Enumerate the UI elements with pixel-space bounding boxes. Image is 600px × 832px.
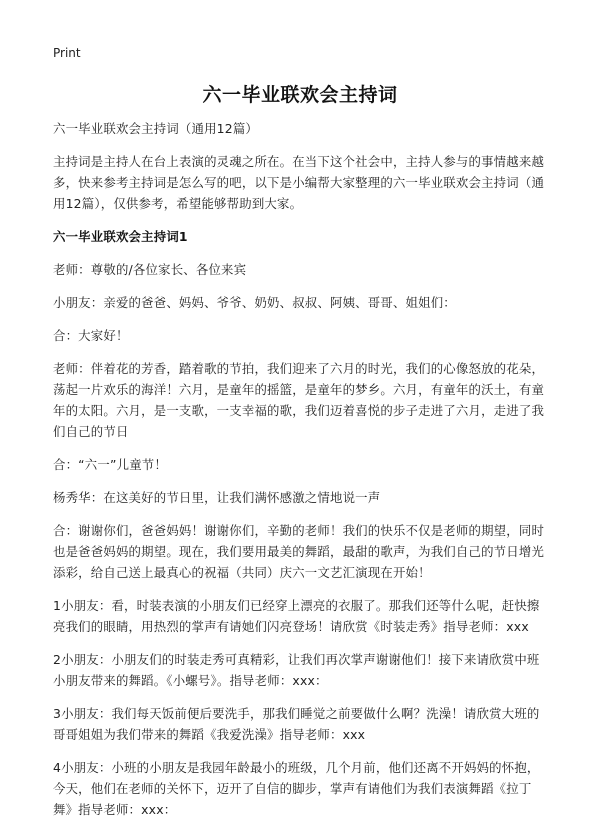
- document-body: [53, 118, 547, 832]
- paragraph: 小朋友：亲爱的爸爸、妈妈、爷爷、奶奶、叔叔、阿姨、哥哥、姐姐们：: [53, 295, 456, 310]
- paragraph: 合：谢谢你们，爸爸妈妈！谢谢你们，辛勤的老师！我们的快乐不仅是老师的期望，同时也是爸爸妈妈的期望。现在，我们要用最美的舞蹈，最甜的歌声，为我们自己的节日增光添彩，给自己送上最真心的祝福（共同）庆六一文艺汇演现在开始！: [53, 523, 545, 580]
- paragraph: 合：大家好！: [53, 328, 129, 343]
- intro-paragraph: 主持词是主持人在台上表演的灵魂之所在。在当下这个社会中，主持人参与的事情越来越多，快来参考主持词是怎么写的吧，以下是小编帮大家整理的六一毕业联欢会主持词（通用12篇），仅供参考，希望能够帮助到大家。: [53, 154, 545, 211]
- paragraph: 杨秀华：在这美好的节日里，让我们满怀感激之情地说一声: [53, 490, 381, 505]
- paragraph: 老师：伴着花的芳香，踏着歌的节拍，我们迎来了六月的时光，我们的心像怒放的花朵，荡起一片欢乐的海洋！六月，是童年的摇篮，是童年的梦乡。六月，有童年的沃土，有童年的太阳。六月，是一支歌，一支幸福的歌，我们迈着喜悦的步子走进了六月，走进了我们自己的节日: [53, 361, 545, 439]
- section-heading: 六一毕业联欢会主持词1: [53, 229, 188, 244]
- paragraph: 合：“六一”儿童节！: [53, 457, 167, 472]
- paragraph: 老师：尊敬的/各位家长、各位来宾: [53, 262, 247, 277]
- paragraph: 2小朋友：小朋友们的时装走秀可真精彩，让我们再次掌声谢谢他们！接下来请欣赏中班小朋友带来的舞蹈。《小螺号》。指导老师：xxx：: [53, 652, 540, 688]
- print-link[interactable]: Print: [53, 46, 81, 60]
- paragraph: 1小朋友：看，时装表演的小朋友们已经穿上漂亮的衣服了。那我们还等什么呢，赶快擦亮我们的眼睛，用热烈的掌声有请她们闪亮登场！请欣赏《时装走秀》指导老师：xxx: [53, 598, 540, 634]
- page-title: 六一毕业联欢会主持词: [202, 84, 398, 106]
- paragraph: 4小朋友：小班的小朋友是我园年龄最小的班级，几个月前，他们还离不开妈妈的怀抱，今天，他们在老师的关怀下，迈开了自信的脚步，掌声有请他们为我们表演舞蹈《拉丁舞》指导老师：xxx：: [53, 760, 540, 817]
- paragraph: 3小朋友：我们每天饭前便后要洗手，那我们睡觉之前要做什么啊？洗澡！请欣赏大班的哥哥姐姐为我们带来的舞蹈《我爱洗澡》指导老师：xxx: [53, 706, 540, 742]
- document-subtitle: 六一毕业联欢会主持词（通用12篇）: [53, 121, 259, 136]
